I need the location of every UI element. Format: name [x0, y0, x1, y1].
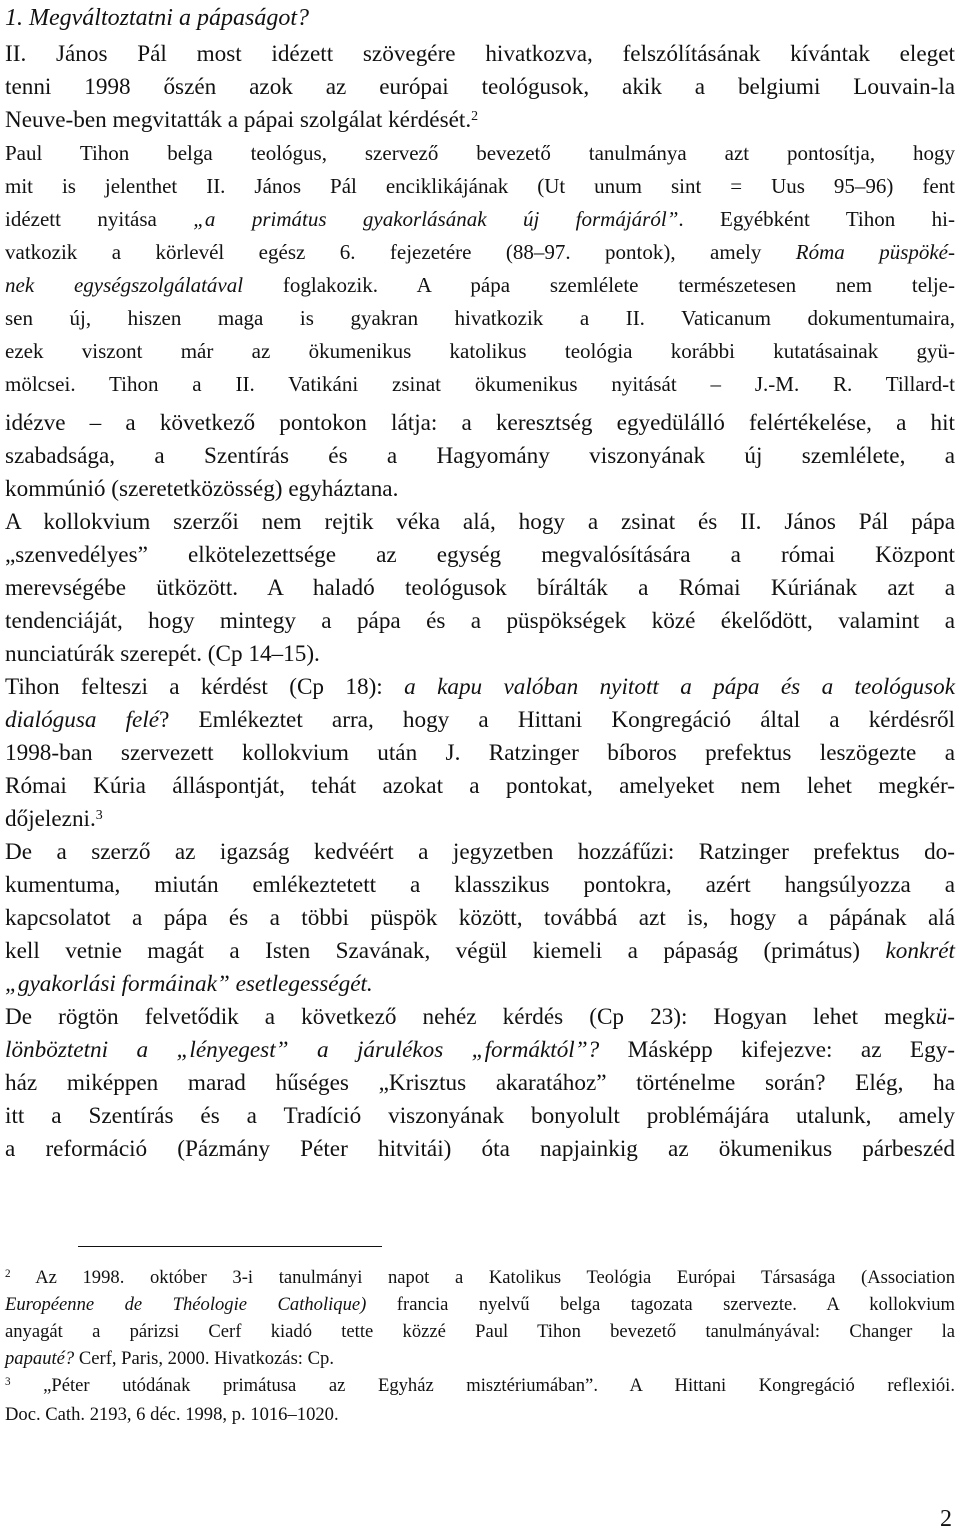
footnote-line: $^2$ Az 1998. október 3-i tanulmányi napot a Katolikus Teológia Európai Társasága (Association [5, 1267, 955, 1288]
footnote-marker-3: 3 [5, 1376, 11, 1389]
body-line: kommúnió (szeretetközösség) egyháztana. [5, 476, 399, 502]
body-line: nunciatúrák szerepét. (Cp 14–15). [5, 641, 320, 667]
italic-phrase: papauté? [5, 1348, 75, 1369]
body-line: nek egységszolgálatával foglakozik. A pápa szemlélete természetesen nem telje- [5, 273, 955, 297]
body-line: idézett nyitása „a primátus gyakorlásának új formájáról”. Egyébként Tihon hi- [5, 207, 955, 231]
body-line: tendenciáját, hogy mintegy a pápa és a püspökségek közé ékelődött, valamint a [5, 608, 955, 634]
page-number: 2 [940, 1506, 952, 1532]
italic-phrase: nek egységszolgálatával [5, 273, 244, 297]
body-line: De a szerző az igazság kedvéért a jegyzetben hozzáfűzi: Ratzinger prefektus do- [5, 839, 955, 865]
body-line: ház miképpen marad hűséges „Krisztus akaratához” történelme során? Elég, ha [5, 1070, 955, 1096]
body-line: II. János Pál most idézett szövegére hivatkozva, felszólításának kívántak eleget [5, 41, 955, 67]
footnote-ref-3: 3 [95, 808, 103, 824]
body-line: 1998-ban szervezett kollokvium után J. Ratzinger bíboros prefektus leszögezte a [5, 740, 955, 766]
italic-phrase: Européenne de Théologie Catholique) [5, 1294, 367, 1315]
body-line: vatkozik a körlevél egész 6. fejezetére (88–97. pontok), amely Róma püspöké- [5, 240, 955, 264]
body-line: mölcsei. Tihon a II. Vatikáni zsinat ökumenikus nyitását – J.-M. R. Tillard-t [5, 372, 955, 396]
italic-phrase: ü- [935, 1004, 955, 1030]
body-line: sen új, hiszen maga is gyakran hivatkozik a II. Vaticanum dokumentumaira, [5, 306, 955, 330]
body-line: dőjelezni.$^3$ [5, 806, 103, 832]
body-line: „szenvedélyes” elkötelezettsége az egység megvalósítására a római Központ [5, 542, 955, 568]
italic-phrase: dialógusa felé [5, 707, 160, 733]
body-line: ezek viszont már az ökumenikus katolikus teológia korábbi kutatásainak gyü- [5, 339, 955, 363]
footnote-separator [78, 1246, 382, 1247]
footnote-ref-2: 2 [471, 109, 479, 125]
body-line: kumentuma, miután emlékeztetett a klasszikus pontokra, azért hangsúlyozza a [5, 872, 955, 898]
body-line: lönböztetni a „lényegest” a járulékos „formáktól”? Másképp kifejezve: az Egy- [5, 1037, 955, 1063]
italic-phrase: lönböztetni a „lényegest” a járulékos „formáktól”? [5, 1037, 600, 1063]
italic-phrase: „a primátus gyakorlásának új formájáról” [193, 207, 679, 231]
footnote-line: Européenne de Théologie Catholique) francia nyelvű belga tagozata szervezte. A kollokvium [5, 1294, 955, 1315]
italic-phrase: Róma püspöké- [795, 240, 955, 264]
body-line: De rögtön felvetődik a következő nehéz kérdés (Cp 23): Hogyan lehet megkü- [5, 1004, 955, 1030]
body-line: Neuve-ben megvitatták a pápai szolgálat kérdését.$^2$ [5, 107, 479, 133]
body-line: tenni 1998 őszén azok az európai teológusok, akik a belgiumi Louvain-la [5, 74, 955, 100]
italic-phrase: „gyakorlási formáinak” esetlegességét. [5, 971, 373, 997]
body-line: kell vetnie magát a Isten Szavának, végül kiemeli a pápaság (primátus) konkrét [5, 938, 955, 964]
footnote-line: $^3$ „Péter utódának primátusa az Egyház misztériumában”. A Hittani Kongregáció reflexiói. [5, 1375, 955, 1396]
body-line: merevségébe ütközött. A haladó teológusok bírálták a Római Kúriának azt a [5, 575, 955, 601]
section-heading: 1. Megváltoztatni a pápaságot? [5, 5, 309, 31]
body-line: Paul Tihon belga teológus, szervező bevezető tanulmánya azt pontosítja, hogy [5, 141, 955, 165]
body-line: mit is jelenthet II. János Pál enciklikájának (Ut unum sint = Uus 95–96) fent [5, 174, 955, 198]
footnote-line: papauté? Cerf, Paris, 2000. Hivatkozás: Cp. [5, 1348, 334, 1369]
footnote-line: anyagát a párizsi Cerf kiadó tette közzé Paul Tihon bevezető tanulmányával: Changer la [5, 1321, 955, 1342]
body-line: itt a Szentírás és a Tradíció viszonyának bonyolult problémájára utalunk, amely [5, 1103, 955, 1129]
footnote-marker-2: 2 [5, 1268, 11, 1281]
body-line: idézve – a következő pontokon látja: a keresztség egyedülálló felértékelése, a hit [5, 410, 955, 436]
body-line: dialógusa felé? Emlékeztet arra, hogy a Hittani Kongregáció által a kérdésről [5, 707, 955, 733]
body-line: szabadsága, a Szentírás és a Hagyomány viszonyának új szemlélete, a [5, 443, 955, 469]
italic-phrase: a kapu valóban nyitott a pápa és a teológusok [404, 674, 955, 700]
body-line: A kollokvium szerzői nem rejtik véka alá, hogy a zsinat és II. János Pál pápa [5, 509, 955, 535]
body-line: Tihon felteszi a kérdést (Cp 18): a kapu valóban nyitott a pápa és a teológusok [5, 674, 955, 700]
body-line: a reformáció (Pázmány Péter hitvitái) óta napjainkig az ökumenikus párbeszéd [5, 1136, 955, 1162]
footnote-line: Doc. Cath. 2193, 6 déc. 1998, p. 1016–1020. [5, 1404, 339, 1425]
body-line: kapcsolatot a pápa és a többi püspök között, továbbá azt is, hogy a pápának alá [5, 905, 955, 931]
italic-phrase: konkrét [885, 938, 955, 964]
body-line: Római Kúria álláspontját, tehát azokat a pontokat, amelyeket nem lehet megkér- [5, 773, 955, 799]
body-line [5, 969, 955, 999]
